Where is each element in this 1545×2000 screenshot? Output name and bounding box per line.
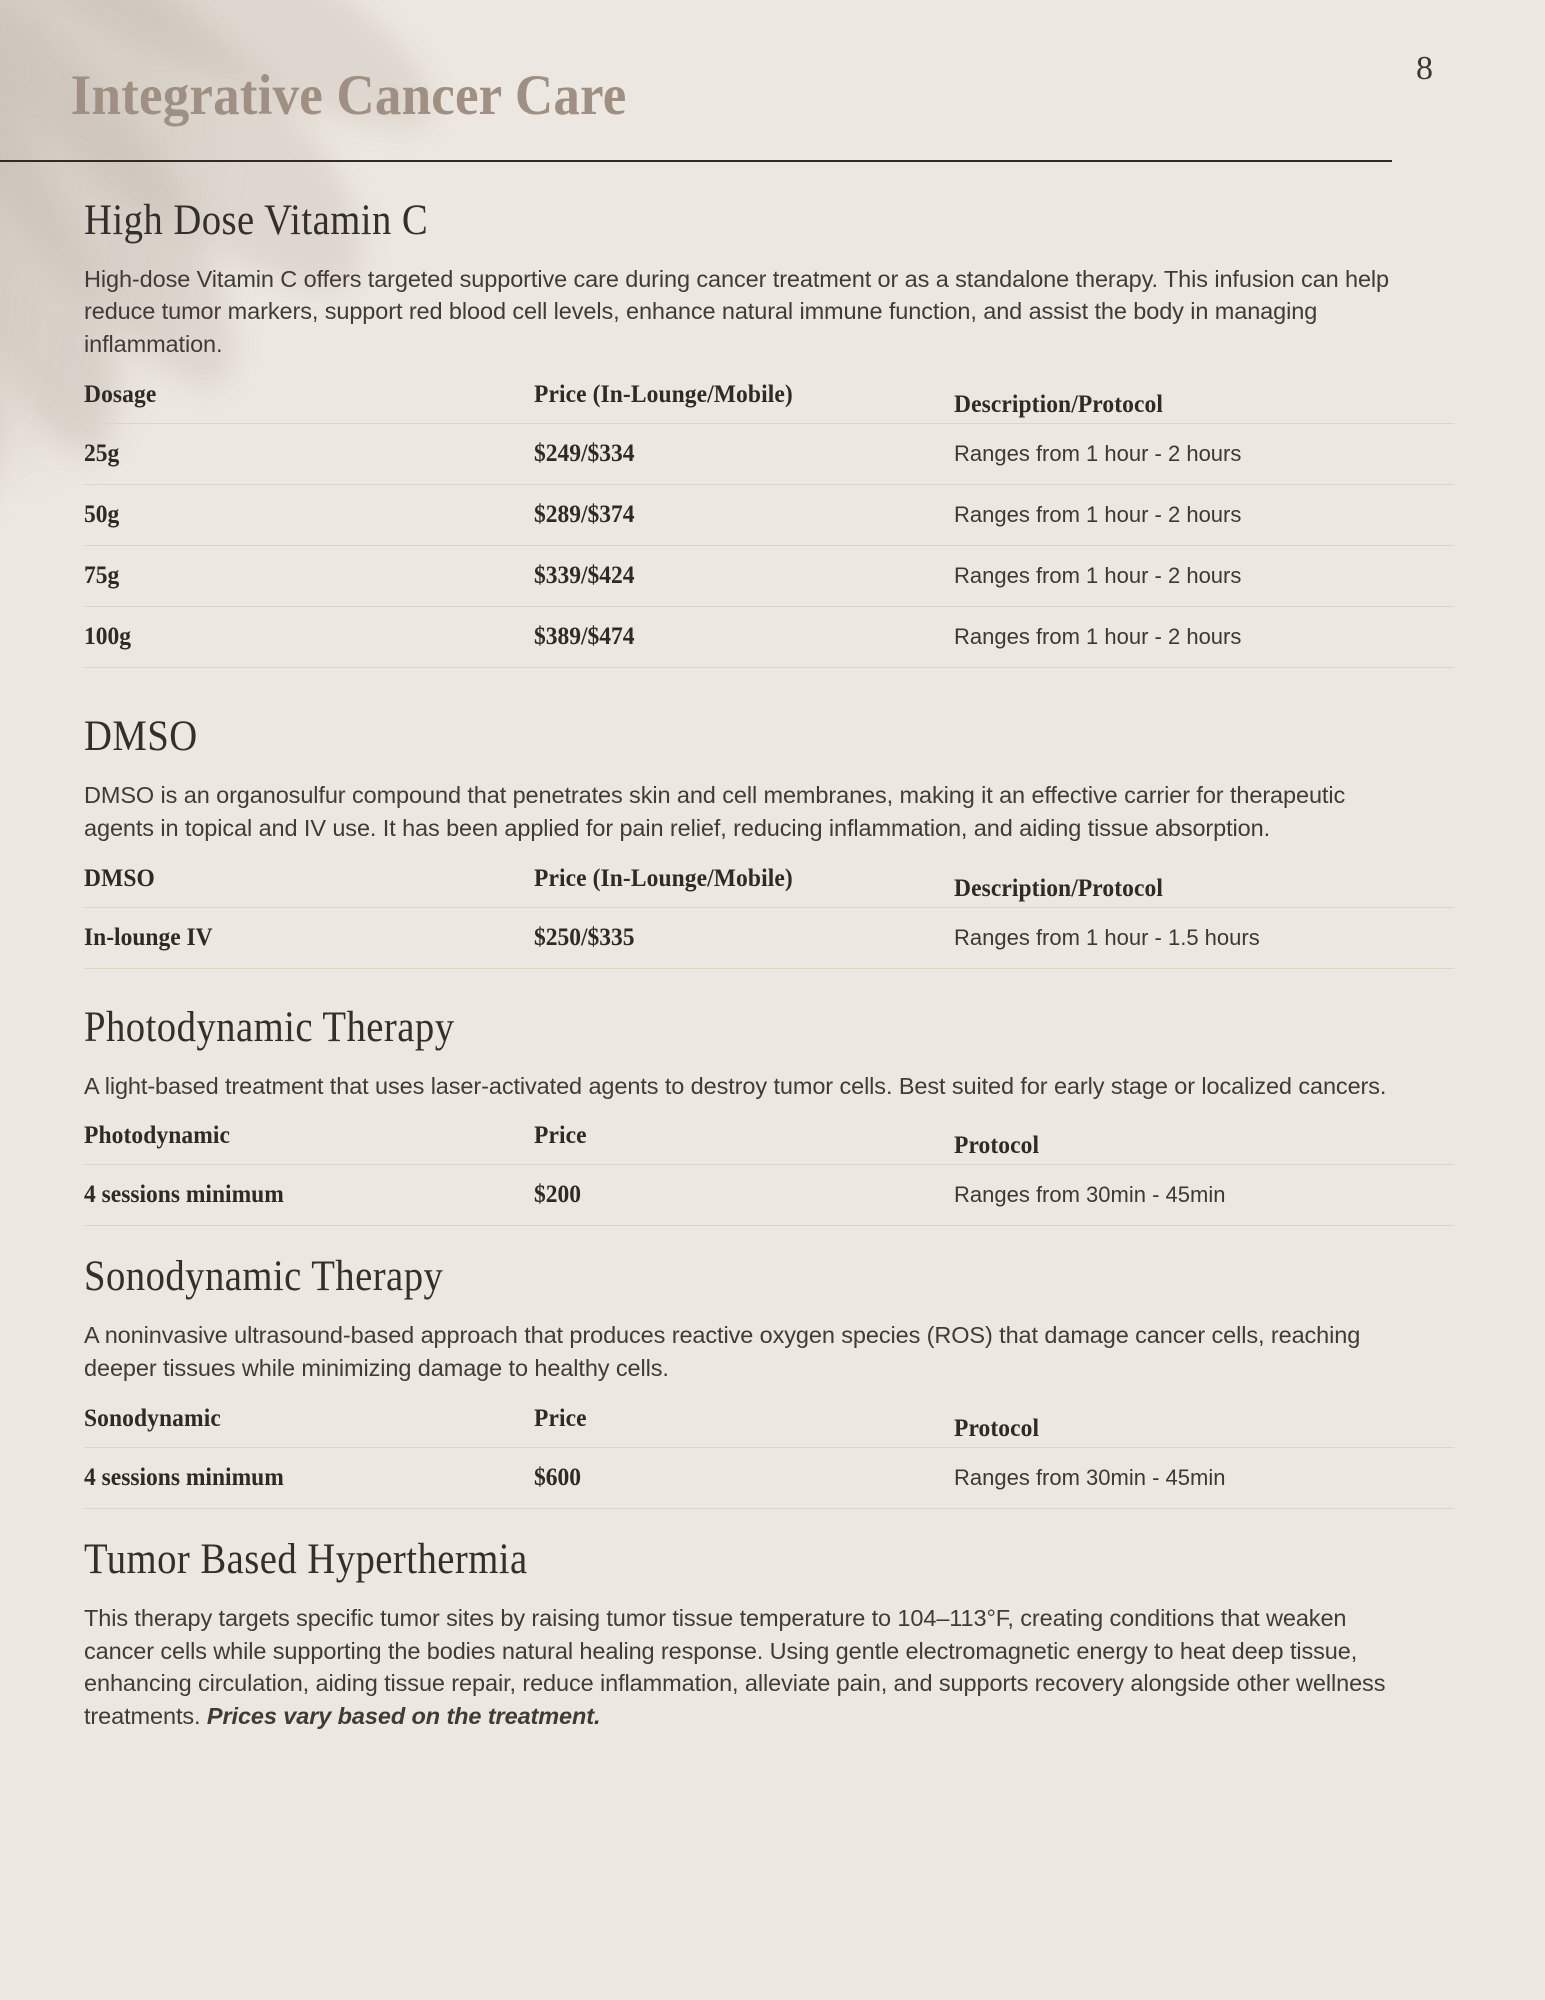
- section-body: A noninvasive ultrasound-based approach that produces reactive oxygen species (ROS) that damage cancer cells, reaching deeper tissues while minimizing damage to healthy cells.: [84, 1322, 1361, 1382]
- section-body-emphasis: Prices vary based on the treatment.: [206, 1703, 601, 1730]
- section-title: Photodynamic Therapy: [84, 1003, 455, 1051]
- section-tumor-based-hyperthermia: [84, 1535, 1400, 1733]
- cell-description: Ranges from 1 hour - 2 hours: [954, 546, 1454, 607]
- cell-description: Ranges from 1 hour - 1.5 hours: [954, 907, 1454, 968]
- table-header-row: [84, 1116, 1454, 1165]
- column-header-sonodynamic: Sonodynamic: [84, 1404, 221, 1432]
- cell-description: Ranges from 1 hour - 2 hours: [954, 485, 1454, 546]
- column-header-price: Price (In-Lounge/Mobile): [534, 381, 793, 409]
- section-title: High Dose Vitamin C: [84, 196, 429, 244]
- page-title: Integrative Cancer Care: [70, 64, 627, 127]
- column-header-description: Description/Protocol: [954, 391, 1163, 419]
- table-row: [84, 424, 1454, 485]
- header-divider: [0, 160, 1392, 162]
- cell-price: $289/$374: [534, 485, 954, 546]
- table-header-row: [84, 1399, 1454, 1448]
- cell-dosage: 100g: [84, 607, 534, 668]
- pricing-table-vitamin-c: [84, 375, 1454, 668]
- table-row: [84, 1447, 1454, 1508]
- cell-price: $339/$424: [534, 546, 954, 607]
- table-row: [84, 485, 1454, 546]
- section-title: Tumor Based Hyperthermia: [84, 1535, 528, 1583]
- column-header-price: Price: [534, 1404, 587, 1432]
- document-content: [0, 162, 1400, 1733]
- table-row: [84, 546, 1454, 607]
- cell-price: $389/$474: [534, 607, 954, 668]
- cell-sessions: 4 sessions minimum: [84, 1447, 534, 1508]
- table-header-row: [84, 375, 1454, 424]
- cell-dosage: 50g: [84, 485, 534, 546]
- section-body-text: This therapy targets specific tumor sites by raising tumor tissue temperature to 104–113°F, creating conditions that weaken cancer cells while supporting the bodies natural healing response. Using gentle electromagnetic energy to heat deep tissue, enhancing circulation, aiding tissue repair, reduce inflammation, alleviate pain, and supports recovery alongside other wellness treatments.: [84, 1604, 1386, 1730]
- column-header-photodynamic: Photodynamic: [84, 1122, 231, 1150]
- column-header-price: Price: [534, 1122, 587, 1150]
- section-photodynamic-therapy: [84, 1003, 1400, 1227]
- column-header-protocol: Protocol: [954, 1414, 1040, 1442]
- column-header-dmso: DMSO: [84, 864, 155, 892]
- cell-service: In-lounge IV: [84, 907, 534, 968]
- pricing-table-sonodynamic: [84, 1399, 1454, 1509]
- document-header: [0, 0, 1545, 162]
- cell-description: Ranges from 1 hour - 2 hours: [954, 424, 1454, 485]
- section-sonodynamic-therapy: [84, 1252, 1400, 1509]
- table-row: [84, 907, 1454, 968]
- table-row: [84, 1165, 1454, 1226]
- section-body: A light-based treatment that uses laser-activated agents to destroy tumor cells. Best suited for early stage or localized cancers.: [84, 1072, 1387, 1099]
- table-row: [84, 607, 1454, 668]
- section-dmso: [84, 712, 1400, 969]
- pricing-table-photodynamic: [84, 1116, 1454, 1226]
- cell-price: $249/$334: [534, 424, 954, 485]
- pricing-table-dmso: [84, 859, 1454, 969]
- section-body: [84, 1602, 1394, 1734]
- section-title: Sonodynamic Therapy: [84, 1253, 444, 1301]
- cell-price: $200: [534, 1165, 954, 1226]
- cell-price: $250/$335: [534, 907, 954, 968]
- cell-sessions: 4 sessions minimum: [84, 1165, 534, 1226]
- column-header-price: Price (In-Lounge/Mobile): [534, 864, 793, 892]
- column-header-dosage: Dosage: [84, 381, 157, 409]
- page-number: 8: [1416, 50, 1433, 87]
- cell-dosage: 25g: [84, 424, 534, 485]
- cell-protocol: Ranges from 30min - 45min: [954, 1165, 1454, 1226]
- column-header-description: Description/Protocol: [954, 874, 1163, 902]
- column-header-protocol: Protocol: [954, 1132, 1040, 1160]
- cell-description: Ranges from 1 hour - 2 hours: [954, 607, 1454, 668]
- table-header-row: [84, 859, 1454, 908]
- section-high-dose-vitamin-c: [84, 196, 1400, 668]
- section-body: High-dose Vitamin C offers targeted supportive care during cancer treatment or as a standalone therapy. This infusion can help reduce tumor markers, support red blood cell levels, enhance natural immune function, and assist the body in managing inflammation.: [84, 265, 1390, 358]
- cell-dosage: 75g: [84, 546, 534, 607]
- cell-price: $600: [534, 1447, 954, 1508]
- section-body: DMSO is an organosulfur compound that penetrates skin and cell membranes, making it an effective carrier for therapeutic agents in topical and IV use. It has been applied for pain relief, reducing inflammation, and aiding tissue absorption.: [84, 781, 1346, 841]
- cell-protocol: Ranges from 30min - 45min: [954, 1447, 1454, 1508]
- section-title: DMSO: [84, 713, 198, 761]
